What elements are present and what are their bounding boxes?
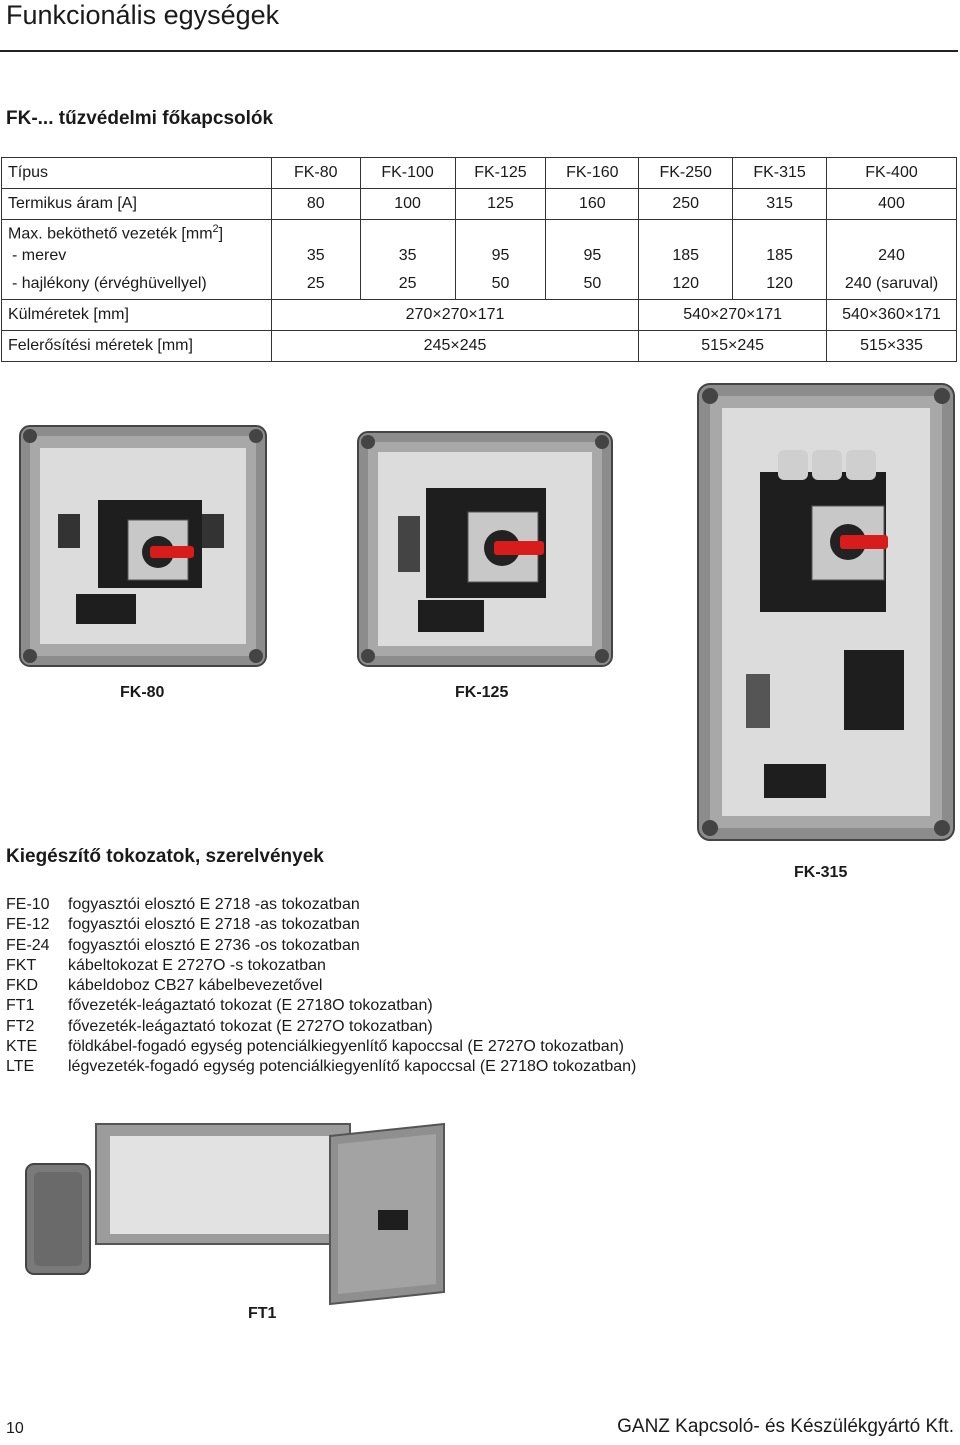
fk315-photo xyxy=(694,380,958,844)
ft1-caption: FT1 xyxy=(248,1305,277,1322)
fk80-caption: FK-80 xyxy=(120,684,165,701)
table-cell: 100 xyxy=(360,189,455,220)
table-cell: Külméretek [mm] xyxy=(2,300,272,331)
table-cell: - hajlékony (érvéghüvellyel) xyxy=(2,269,272,300)
accessory-desc: kábeldoboz CB27 kábelbevezetővel xyxy=(68,977,323,995)
ft1-photo xyxy=(20,1114,460,1310)
vezetek-label-sup: 2 xyxy=(212,223,219,235)
table-cell: 240 xyxy=(827,243,957,269)
table-row xyxy=(2,220,957,244)
accessory-desc: fővezeték-leágaztató tokozat (E 2718O tokozatban) xyxy=(68,997,433,1015)
table-cell: 245×245 xyxy=(271,331,638,362)
accessory-desc: fogyasztói elosztó E 2718 -as tokozatban xyxy=(68,896,360,913)
accessory-code: FT1 xyxy=(6,997,35,1015)
table-cell: - merev xyxy=(2,243,272,269)
table-cell: 515×335 xyxy=(827,331,957,362)
accessories-title: Kiegészítő tokozatok, szerelvények xyxy=(6,846,324,867)
list-item xyxy=(6,976,636,996)
table-cell: 400 xyxy=(827,189,957,220)
table-cell: 315 xyxy=(733,189,827,220)
table-cell: 35 xyxy=(271,243,360,269)
accessory-code: FE-10 xyxy=(6,896,50,913)
table-cell: FK-100 xyxy=(360,158,455,189)
table-row xyxy=(2,269,957,300)
vezetek-label: Max. beköthető vezeték [mm xyxy=(8,225,213,243)
table-cell: 240 (saruval) xyxy=(827,269,957,300)
spec-table xyxy=(1,157,957,362)
accessories-list xyxy=(6,895,636,1078)
list-item xyxy=(6,915,636,935)
accessory-desc: fogyasztói elosztó E 2736 -os tokozatban xyxy=(68,936,360,954)
table-cell: 25 xyxy=(360,269,455,300)
table-cell: FK-125 xyxy=(455,158,546,189)
table-cell: FK-315 xyxy=(733,158,827,189)
table-cell: 160 xyxy=(546,189,639,220)
fk80-photo xyxy=(16,422,270,670)
list-item xyxy=(6,996,636,1016)
table-cell: FK-80 xyxy=(271,158,360,189)
list-item xyxy=(6,956,636,976)
table-cell: 95 xyxy=(546,243,639,269)
accessory-code: FKT xyxy=(6,956,37,974)
table-cell: 540×270×171 xyxy=(639,300,827,331)
accessory-desc: légvezeték-fogadó egység potenciálkiegyenlítő kapoccsal (E 2718O tokozatban) xyxy=(68,1058,637,1076)
accessory-desc: fogyasztói elosztó E 2718 -as tokozatban xyxy=(68,916,360,934)
table-cell: 540×360×171 xyxy=(827,300,957,331)
table-cell: 125 xyxy=(455,189,546,220)
accessory-code: FKD xyxy=(6,977,38,995)
title-divider xyxy=(0,50,958,52)
table-cell xyxy=(271,220,360,244)
table-row xyxy=(2,189,957,220)
table-row xyxy=(2,300,957,331)
table-cell: FK-250 xyxy=(639,158,733,189)
accessory-code: FT2 xyxy=(6,1017,35,1035)
accessory-desc: kábeltokozat E 2727O -s tokozatban xyxy=(68,956,326,974)
table-cell: Felerősítési méretek [mm] xyxy=(2,331,272,362)
table-row xyxy=(2,243,957,269)
table-row xyxy=(2,158,957,189)
fk315-caption: FK-315 xyxy=(794,864,848,881)
table-cell: FK-400 xyxy=(827,158,957,189)
section-title: FK-... tűzvédelmi főkapcsolók xyxy=(6,108,274,129)
table-cell: 95 xyxy=(455,243,546,269)
table-cell: 35 xyxy=(360,243,455,269)
table-cell xyxy=(639,220,733,244)
table-cell xyxy=(546,220,639,244)
accessory-code: KTE xyxy=(6,1038,38,1056)
table-cell: 515×245 xyxy=(639,331,827,362)
table-row xyxy=(2,331,957,362)
table-cell: 80 xyxy=(271,189,360,220)
vezetek-label-close: ] xyxy=(218,225,224,243)
table-cell: 50 xyxy=(455,269,546,300)
accessory-code: FE-12 xyxy=(6,916,50,934)
list-item xyxy=(6,1057,636,1077)
accessory-desc: földkábel-fogadó egység potenciálkiegyenlítő kapoccsal (E 2727O tokozatban) xyxy=(68,1038,624,1056)
table-cell: Termikus áram [A] xyxy=(2,189,272,220)
list-item xyxy=(6,936,636,956)
table-cell xyxy=(827,220,957,244)
table-cell: 270×270×171 xyxy=(271,300,638,331)
page-title: Funkcionális egységek xyxy=(6,0,280,30)
table-cell: 120 xyxy=(639,269,733,300)
table-cell xyxy=(733,220,827,244)
table-cell xyxy=(455,220,546,244)
accessory-code: FE-24 xyxy=(6,936,50,954)
table-cell: 120 xyxy=(733,269,827,300)
footer-company: GANZ Kapcsoló- és Készülékgyártó Kft. xyxy=(617,1416,954,1437)
accessory-desc: fővezeték-leágaztató tokozat (E 2727O tokozatban) xyxy=(68,1017,433,1035)
accessory-code: LTE xyxy=(6,1058,35,1076)
table-cell xyxy=(2,220,272,244)
fk125-caption: FK-125 xyxy=(455,684,509,701)
table-cell xyxy=(360,220,455,244)
list-item xyxy=(6,895,636,915)
table-cell: 50 xyxy=(546,269,639,300)
table-cell: 250 xyxy=(639,189,733,220)
list-item xyxy=(6,1037,636,1057)
page-number: 10 xyxy=(6,1420,24,1437)
table-cell: Típus xyxy=(2,158,272,189)
table-cell: 185 xyxy=(733,243,827,269)
fk125-photo xyxy=(354,428,616,670)
table-cell: 185 xyxy=(639,243,733,269)
table-cell: FK-160 xyxy=(546,158,639,189)
table-cell: 25 xyxy=(271,269,360,300)
list-item xyxy=(6,1017,636,1037)
